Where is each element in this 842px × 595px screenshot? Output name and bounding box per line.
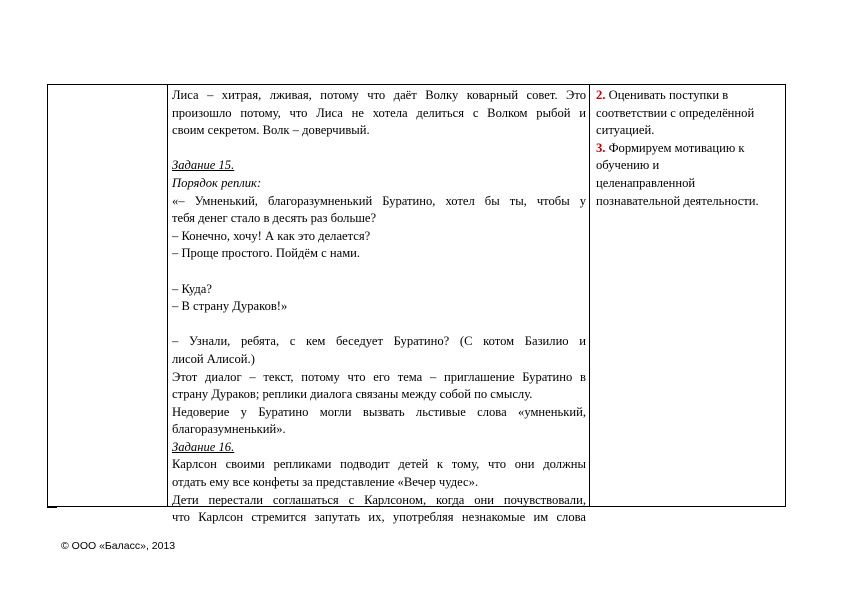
text-line: Дети перестали соглашаться с Карлсоном, когда они почувствовали, [172, 492, 586, 507]
text-line: страну Дураков; реплики диалога связаны между собой по смыслу. [172, 387, 533, 402]
outcome-line: соответствии с определённой [596, 105, 755, 120]
outcome-line: обучению и [596, 158, 660, 173]
text-line: Этот диалог – текст, потому что его тема – приглашение Буратино в [172, 369, 586, 384]
text-line: что Карлсон стремится запутать их, употребляя незнакомые им слова [172, 510, 586, 525]
text-line: Лиса – хитрая, лживая, потому что даёт Волку коварный совет. Это [172, 88, 586, 102]
text-line: своим секретом. Волк – доверчивый. [172, 123, 370, 138]
outcome-line: целенаправленной [596, 175, 696, 190]
text-line: произошло потому, что Лиса не хотела делиться с Волком рыбой и [172, 105, 586, 120]
outcome-line: ситуацией. [596, 123, 655, 138]
task15-subtitle: Порядок реплик: [172, 175, 262, 190]
table-column-left [48, 85, 168, 506]
table-column-outcomes [590, 85, 785, 506]
text-line: – Куда? [172, 281, 212, 296]
outcome-line: Оценивать поступки в [605, 88, 729, 102]
text-line: благоразумненький». [172, 422, 286, 437]
text-line: – Проще простого. Пойдём с нами. [172, 246, 361, 261]
outcome-line: Формируем мотивацию к [605, 140, 745, 155]
outcome-item-3 [596, 140, 782, 158]
text-line: лисой Алисой.) [172, 351, 255, 366]
text-line: отдать ему все конфеты за представление «Вечер чудес». [172, 475, 479, 490]
text-line: «– Умненький, благоразумненький Буратино, хотел бы ты, чтобы у [172, 193, 586, 208]
outcome-line: познавательной деятельности. [596, 193, 759, 208]
task15-title: Задание 15. [172, 158, 235, 173]
task16-title: Задание 16. [172, 439, 235, 454]
footer-copyright: © ООО «Баласс», 2013 [61, 540, 176, 552]
text-line: – В страну Дураков!» [172, 299, 288, 314]
text-line: Недоверие у Буратино могли вызвать льстивые слова «умненький, [172, 404, 586, 419]
outcome-item-2 [596, 87, 782, 105]
text-line: – Конечно, хочу! А как это делается? [172, 228, 371, 243]
table-corner-mark [47, 506, 57, 508]
text-line: тебя денег стало в десять раз больше? [172, 211, 377, 226]
text-line: – Узнали, ребята, с кем беседует Буратино? (С котом Базилио и [172, 334, 586, 349]
text-line: Карлсон своими репликами подводит детей к тому, что они должны [172, 457, 586, 472]
outcome-number: 2. [596, 88, 606, 102]
content-table [47, 84, 786, 525]
answers-text [168, 85, 589, 527]
outcome-number: 3. [596, 140, 606, 155]
outcomes-text [590, 85, 785, 210]
table-column-answers [168, 85, 590, 525]
